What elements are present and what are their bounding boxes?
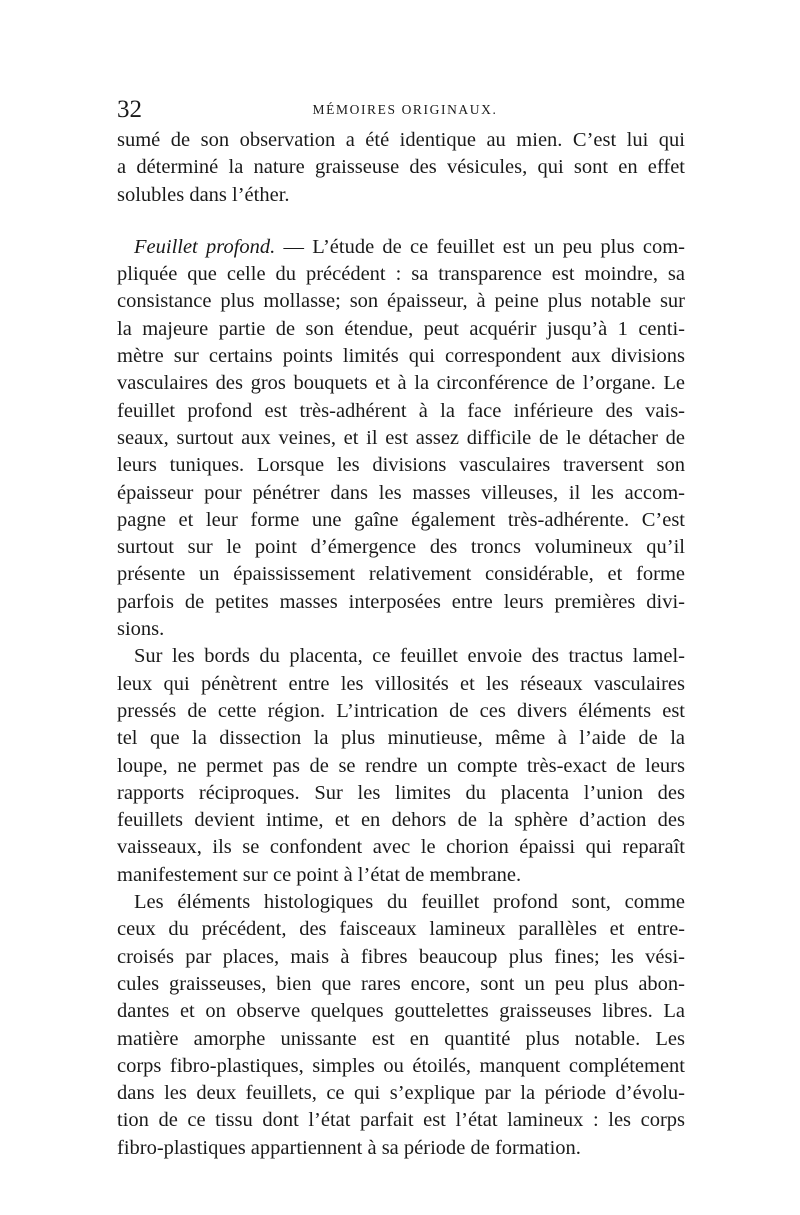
text-line: Sur les bords du placenta, ce feuillet envoie des tractus lamel- — [134, 645, 685, 668]
text-line: pagne et leur forme une gaîne également très-adhérente. C’est — [117, 508, 685, 531]
text-line: corps fibro-plastiques, simples ou étoilés, manquent complétement — [117, 1054, 685, 1077]
paragraph — [117, 127, 685, 209]
body-text — [117, 127, 685, 1162]
text-line: pliquée que celle du précédent : sa transparence est moindre, sa — [117, 263, 685, 286]
paragraph — [117, 643, 685, 889]
text-line: a déterminé la nature graisseuse des vésicules, qui sont en effet — [117, 156, 685, 179]
text-line: manifestement sur ce point à l’état de membrane. — [117, 863, 522, 886]
text-line: solubles dans l’éther. — [117, 183, 290, 206]
text-line: parfois de petites masses interposées entre leurs premières divi- — [117, 590, 685, 613]
paragraph — [117, 889, 685, 1162]
text-line: épaisseur pour pénétrer dans les masses villeuses, il les accom- — [117, 481, 685, 504]
text-line: matière amorphe unissante est en quantité plus notable. Les — [117, 1027, 685, 1050]
text-line: cules graisseuses, bien que rares encore, sont un peu plus abon- — [117, 972, 685, 995]
text-line: rapports réciproques. Sur les limites du placenta l’union des — [117, 781, 685, 804]
text-line: ceux du précédent, des faisceaux lamineux parallèles et entre- — [117, 918, 685, 941]
text-line: loupe, ne permet pas de se rendre un compte très-exact de leurs — [117, 754, 685, 777]
page-header — [117, 96, 693, 124]
text-line: seaux, surtout aux veines, et il est assez difficile de le détacher de — [117, 426, 685, 449]
page-number: 32 — [117, 96, 142, 123]
text-line: présente un épaississement relativement considérable, et forme — [117, 563, 685, 586]
text-line: vasculaires des gros bouquets et à la circonférence de l’organe. Le — [117, 372, 685, 395]
text-line: vaisseaux, ils se confondent avec le chorion épaissi qui reparaît — [117, 836, 685, 859]
text-line: mètre sur certains points limités qui correspondent aux divisions — [117, 345, 685, 368]
section-heading: Feuillet profond. — [134, 235, 276, 258]
text-line: sumé de son observation a été identique au mien. C’est lui qui — [117, 129, 685, 151]
text-line: fibro-plastiques appartiennent à sa période de formation. — [117, 1136, 581, 1159]
text-run: — L’étude de ce feuillet est un peu plus com- — [275, 235, 685, 258]
text-line: Les éléments histologiques du feuillet profond sont, comme — [134, 891, 685, 914]
text-line: dans les deux feuillets, ce qui s’explique par la période d’évolu- — [117, 1082, 685, 1105]
text-line: pressés de cette région. L’intrication de ces divers éléments est — [117, 699, 685, 722]
text-line: sions. — [117, 618, 165, 641]
paragraph — [117, 234, 685, 643]
text-line: feuillet profond est très-adhérent à la face inférieure des vais- — [117, 399, 685, 422]
running-title: MÉMOIRES ORIGINAUX. — [312, 102, 498, 117]
text-line: la majeure partie de son étendue, peut acquérir jusqu’à 1 centi- — [117, 317, 685, 340]
text-line: feuillets devient intime, et en dehors de la sphère d’action des — [117, 809, 685, 832]
text-line: consistance plus mollasse; son épaisseur, à peine plus notable sur — [117, 290, 685, 313]
text-line: dantes et on observe quelques gouttelettes graisseuses libres. La — [117, 1000, 685, 1023]
text-line — [117, 234, 685, 261]
text-line: tel que la dissection la plus minutieuse, même à l’aide de la — [117, 727, 685, 750]
text-line: surtout sur le point d’émergence des troncs volumineux qu’il — [117, 536, 685, 559]
text-line: tion de ce tissu dont l’état parfait est l’état lamineux : les corps — [117, 1109, 685, 1132]
text-line: leux qui pénètrent entre les villosités et les réseaux vasculaires — [117, 672, 685, 695]
text-line: leurs tuniques. Lorsque les divisions vasculaires traversent son — [117, 454, 685, 477]
text-line: croisés par places, mais à fibres beaucoup plus fines; les vési- — [117, 945, 685, 968]
